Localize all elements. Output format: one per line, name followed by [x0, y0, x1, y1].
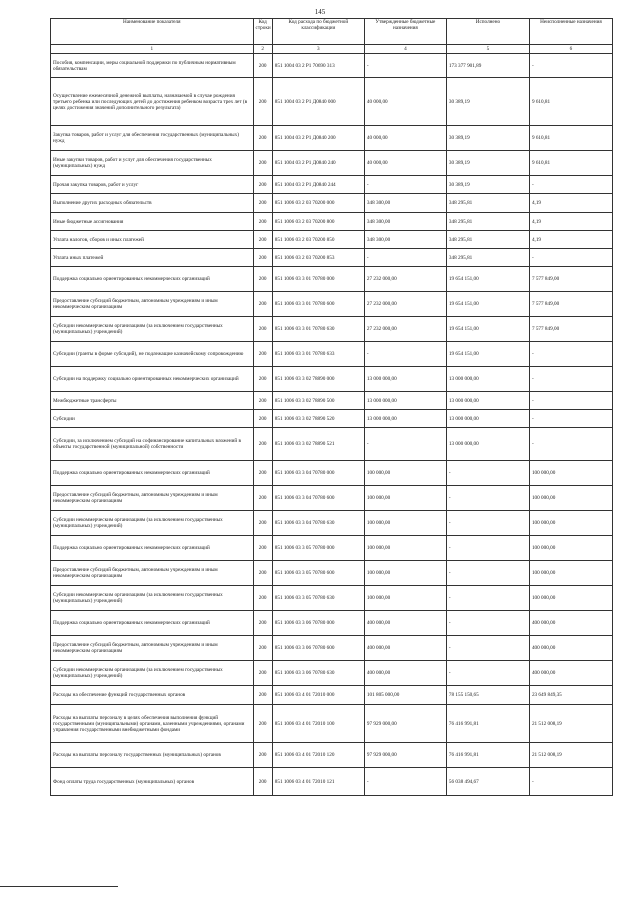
row-unexecuted-cell: 9 610,81	[529, 126, 612, 151]
budget-execution-table	[50, 18, 613, 796]
row-executed-cell: 13 000 000,00	[446, 410, 529, 428]
row-expense-code-cell: 851 1004 03 2 P1 Д0840 000	[272, 78, 364, 126]
table-row	[51, 54, 613, 78]
header-approved: Утвержденные бюджетные назначения	[364, 19, 446, 45]
row-unexecuted-cell: 4,19	[529, 231, 612, 249]
row-expense-code-cell: 851 1004 03 2 P1 Д0840 244	[272, 176, 364, 194]
table-row	[51, 461, 613, 486]
row-name-cell: Иные закупки товаров, работ и услуг для обеспечения государственных (муниципальных) нужд	[51, 151, 254, 176]
row-line-code-cell: 200	[253, 126, 272, 151]
row-approved-cell: 13 000 000,00	[364, 410, 446, 428]
row-line-code-cell: 200	[253, 292, 272, 317]
row-expense-code-cell: 851 1006 03 3 06 70780 000	[272, 611, 364, 636]
row-unexecuted-cell: 9 610,81	[529, 151, 612, 176]
row-unexecuted-cell: 7 577 849,00	[529, 267, 612, 292]
row-name-cell: Субсидии (гранты в форме субсидий), не подлежащие казначейскому сопровождению	[51, 342, 254, 367]
row-line-code-cell: 200	[253, 176, 272, 194]
row-name-cell: Поддержка социально ориентированных некоммерческих организаций	[51, 611, 254, 636]
row-executed-cell: 30 389,19	[446, 126, 529, 151]
row-unexecuted-cell: 4,19	[529, 213, 612, 231]
row-approved-cell: -	[364, 54, 446, 78]
row-approved-cell: -	[364, 176, 446, 194]
row-line-code-cell: 200	[253, 561, 272, 586]
row-expense-code-cell: 851 1006 03 3 01 70780 630	[272, 317, 364, 342]
table-row	[51, 78, 613, 126]
column-number: 3	[272, 45, 364, 54]
row-unexecuted-cell: -	[529, 392, 612, 410]
row-executed-cell: 173 377 901,89	[446, 54, 529, 78]
row-unexecuted-cell: 100 000,00	[529, 561, 612, 586]
row-expense-code-cell: 851 1006 03 3 04 70780 630	[272, 511, 364, 536]
table-row	[51, 511, 613, 536]
row-approved-cell: 97 929 000,00	[364, 743, 446, 768]
row-executed-cell: -	[446, 461, 529, 486]
row-expense-code-cell: 851 1006 03 3 05 70780 000	[272, 536, 364, 561]
row-approved-cell: 100 000,00	[364, 461, 446, 486]
row-line-code-cell: 200	[253, 636, 272, 661]
table-row	[51, 392, 613, 410]
row-unexecuted-cell: -	[529, 768, 612, 796]
column-number-row	[51, 45, 613, 54]
row-approved-cell: 40 000,00	[364, 78, 446, 126]
row-line-code-cell: 200	[253, 486, 272, 511]
table-row	[51, 636, 613, 661]
row-name-cell: Осуществление ежемесячной денежной выплаты, назначаемой в случае рождения третьего ребенка или последующих детей до достижения ребенком возраста трех лет (в целях достижения значений дополнительного результата)	[51, 78, 254, 126]
row-expense-code-cell: 851 1006 03 3 05 70780 630	[272, 586, 364, 611]
row-approved-cell: 27 232 000,00	[364, 267, 446, 292]
row-expense-code-cell: 851 1006 03 4 01 72010 100	[272, 705, 364, 743]
table-body	[51, 54, 613, 796]
row-unexecuted-cell: 23 649 849,35	[529, 686, 612, 705]
row-expense-code-cell: 851 1006 03 3 05 70780 600	[272, 561, 364, 586]
row-approved-cell: 100 000,00	[364, 561, 446, 586]
table-row	[51, 231, 613, 249]
row-executed-cell: 30 389,19	[446, 176, 529, 194]
row-executed-cell: -	[446, 561, 529, 586]
row-name-cell: Расходы на обеспечение функций государственных органов	[51, 686, 254, 705]
row-executed-cell: 76 416 991,81	[446, 743, 529, 768]
row-name-cell: Субсидии некоммерческим организациям (за исключением государственных (муниципальных) учреждений)	[51, 317, 254, 342]
row-line-code-cell: 200	[253, 267, 272, 292]
row-line-code-cell: 200	[253, 151, 272, 176]
table-row	[51, 176, 613, 194]
row-approved-cell: 348 300,00	[364, 194, 446, 213]
table-row	[51, 367, 613, 392]
row-line-code-cell: 200	[253, 768, 272, 796]
row-approved-cell: 400 000,00	[364, 611, 446, 636]
row-executed-cell: 348 295,81	[446, 213, 529, 231]
row-expense-code-cell: 851 1006 03 3 04 70780 000	[272, 461, 364, 486]
row-executed-cell: 13 000 000,00	[446, 367, 529, 392]
table-row	[51, 586, 613, 611]
table-row	[51, 126, 613, 151]
row-name-cell: Поддержка социально ориентированных некоммерческих организаций	[51, 267, 254, 292]
row-approved-cell: 27 232 000,00	[364, 317, 446, 342]
row-approved-cell: 101 805 000,00	[364, 686, 446, 705]
row-unexecuted-cell: 7 577 849,00	[529, 292, 612, 317]
row-line-code-cell: 200	[253, 392, 272, 410]
row-name-cell: Субсидии некоммерческим организациям (за исключением государственных (муниципальных) учреждений)	[51, 661, 254, 686]
row-approved-cell: -	[364, 342, 446, 367]
row-line-code-cell: 200	[253, 249, 272, 267]
row-name-cell: Расходы на выплаты персоналу в целях обеспечения выполнения функций государственными (муниципальными) органами, казенными учреждениями, органами управления государственными внебюджетными фондами	[51, 705, 254, 743]
row-executed-cell: 76 416 991,81	[446, 705, 529, 743]
row-approved-cell: 40 000,00	[364, 126, 446, 151]
column-number: 2	[253, 45, 272, 54]
row-line-code-cell: 200	[253, 54, 272, 78]
row-executed-cell: 13 000 000,00	[446, 428, 529, 461]
table-header-row	[51, 19, 613, 45]
row-unexecuted-cell: 400 000,00	[529, 636, 612, 661]
row-expense-code-cell: 851 1006 03 3 01 70780 600	[272, 292, 364, 317]
row-executed-cell: 30 389,19	[446, 151, 529, 176]
row-executed-cell: 348 295,81	[446, 194, 529, 213]
row-name-cell: Иные бюджетные ассигнования	[51, 213, 254, 231]
table-row	[51, 705, 613, 743]
row-executed-cell: -	[446, 586, 529, 611]
table-row	[51, 342, 613, 367]
row-name-cell: Расходы на выплаты персоналу государственных (муниципальных) органов	[51, 743, 254, 768]
row-name-cell: Субсидии некоммерческим организациям (за исключением государственных (муниципальных) учреждений)	[51, 511, 254, 536]
row-line-code-cell: 200	[253, 342, 272, 367]
row-name-cell: Межбюджетные трансферты	[51, 392, 254, 410]
row-line-code-cell: 200	[253, 705, 272, 743]
table-row	[51, 486, 613, 511]
row-line-code-cell: 200	[253, 317, 272, 342]
row-expense-code-cell: 851 1006 03 3 02 78890 521	[272, 428, 364, 461]
table-row	[51, 743, 613, 768]
table-row	[51, 213, 613, 231]
row-name-cell: Пособия, компенсации, меры социальной поддержки по публичным нормативным обязательствам	[51, 54, 254, 78]
table-row	[51, 611, 613, 636]
column-number: 5	[446, 45, 529, 54]
row-approved-cell: -	[364, 249, 446, 267]
row-line-code-cell: 200	[253, 78, 272, 126]
row-executed-cell: -	[446, 636, 529, 661]
row-expense-code-cell: 851 1006 03 2 03 70200 800	[272, 213, 364, 231]
row-name-cell: Предоставление субсидий бюджетным, автономным учреждениям и иным некоммерческим организациям	[51, 486, 254, 511]
row-line-code-cell: 200	[253, 461, 272, 486]
row-approved-cell: 27 232 000,00	[364, 292, 446, 317]
row-name-cell: Поддержка социально ориентированных некоммерческих организаций	[51, 461, 254, 486]
row-line-code-cell: 200	[253, 743, 272, 768]
row-unexecuted-cell: -	[529, 342, 612, 367]
row-expense-code-cell: 851 1004 03 2 P1 Д0840 200	[272, 126, 364, 151]
table-row	[51, 292, 613, 317]
row-expense-code-cell: 851 1006 03 3 02 78890 000	[272, 367, 364, 392]
row-approved-cell: 348 300,00	[364, 231, 446, 249]
table-row	[51, 686, 613, 705]
row-approved-cell: -	[364, 768, 446, 796]
header-expense-code: Код расхода по бюджетной классификации	[272, 19, 364, 45]
row-name-cell: Предоставление субсидий бюджетным, автономным учреждениям и иным некоммерческим организациям	[51, 561, 254, 586]
row-executed-cell: 19 654 151,00	[446, 292, 529, 317]
row-unexecuted-cell: 4,19	[529, 194, 612, 213]
row-expense-code-cell: 851 1006 03 3 06 70780 630	[272, 661, 364, 686]
row-approved-cell: 100 000,00	[364, 536, 446, 561]
row-executed-cell: -	[446, 661, 529, 686]
row-executed-cell: 78 155 150,65	[446, 686, 529, 705]
row-executed-cell: 348 295,81	[446, 249, 529, 267]
row-line-code-cell: 200	[253, 367, 272, 392]
row-expense-code-cell: 851 1006 03 4 01 72010 000	[272, 686, 364, 705]
row-approved-cell: 348 300,00	[364, 213, 446, 231]
row-expense-code-cell: 851 1004 03 2 P1 70690 313	[272, 54, 364, 78]
row-name-cell: Уплата иных платежей	[51, 249, 254, 267]
row-executed-cell: -	[446, 486, 529, 511]
row-line-code-cell: 200	[253, 231, 272, 249]
row-approved-cell: 400 000,00	[364, 661, 446, 686]
row-executed-cell: 348 295,81	[446, 231, 529, 249]
row-unexecuted-cell: 21 512 008,19	[529, 705, 612, 743]
table-row	[51, 267, 613, 292]
row-expense-code-cell: 851 1006 03 3 01 70780 633	[272, 342, 364, 367]
row-unexecuted-cell: 100 000,00	[529, 511, 612, 536]
row-name-cell: Выполнение других расходных обязательств	[51, 194, 254, 213]
header-executed: Исполнено	[446, 19, 529, 45]
row-expense-code-cell: 851 1006 03 3 06 70780 600	[272, 636, 364, 661]
row-approved-cell: 400 000,00	[364, 636, 446, 661]
row-approved-cell: 100 000,00	[364, 511, 446, 536]
row-unexecuted-cell: -	[529, 410, 612, 428]
row-unexecuted-cell: 7 577 849,00	[529, 317, 612, 342]
row-line-code-cell: 200	[253, 213, 272, 231]
row-name-cell: Субсидии некоммерческим организациям (за исключением государственных (муниципальных) учреждений)	[51, 586, 254, 611]
row-executed-cell: 19 654 151,00	[446, 267, 529, 292]
table-row	[51, 428, 613, 461]
row-line-code-cell: 200	[253, 410, 272, 428]
table-row	[51, 194, 613, 213]
page-number: 145	[314, 8, 326, 16]
row-expense-code-cell: 851 1006 03 4 01 72010 121	[272, 768, 364, 796]
row-approved-cell: 40 000,00	[364, 151, 446, 176]
row-approved-cell: 13 000 000,00	[364, 367, 446, 392]
row-unexecuted-cell: -	[529, 176, 612, 194]
row-approved-cell: 97 929 000,00	[364, 705, 446, 743]
row-expense-code-cell: 851 1006 03 2 03 70200 000	[272, 194, 364, 213]
row-line-code-cell: 200	[253, 661, 272, 686]
row-executed-cell: -	[446, 511, 529, 536]
row-line-code-cell: 200	[253, 536, 272, 561]
row-expense-code-cell: 851 1006 03 2 03 70200 853	[272, 249, 364, 267]
row-unexecuted-cell: -	[529, 249, 612, 267]
row-unexecuted-cell: 400 000,00	[529, 661, 612, 686]
column-number: 1	[51, 45, 254, 54]
row-executed-cell: 56 038 494,67	[446, 768, 529, 796]
table-row	[51, 317, 613, 342]
row-name-cell: Уплата налогов, сборов и иных платежей	[51, 231, 254, 249]
row-executed-cell: 30 389,19	[446, 78, 529, 126]
row-unexecuted-cell: 100 000,00	[529, 536, 612, 561]
header-name: Наименование показателя	[51, 19, 254, 45]
row-expense-code-cell: 851 1004 03 2 P1 Д0840 240	[272, 151, 364, 176]
row-line-code-cell: 200	[253, 611, 272, 636]
row-line-code-cell: 200	[253, 586, 272, 611]
column-number: 4	[364, 45, 446, 54]
row-executed-cell: 19 654 151,00	[446, 317, 529, 342]
row-name-cell: Предоставление субсидий бюджетным, автономным учреждениям и иным некоммерческим организациям	[51, 636, 254, 661]
row-approved-cell: 13 000 000,00	[364, 392, 446, 410]
table-row	[51, 151, 613, 176]
row-expense-code-cell: 851 1006 03 3 04 70780 600	[272, 486, 364, 511]
row-name-cell: Предоставление субсидий бюджетным, автономным учреждениям и иным некоммерческим организациям	[51, 292, 254, 317]
table-row	[51, 410, 613, 428]
footer-divider	[0, 886, 118, 887]
row-name-cell: Фонд оплаты труда государственных (муниципальных) органов	[51, 768, 254, 796]
row-name-cell: Прочая закупка товаров, работ и услуг	[51, 176, 254, 194]
column-number: 6	[529, 45, 612, 54]
row-approved-cell: 100 000,00	[364, 486, 446, 511]
row-unexecuted-cell: 100 000,00	[529, 461, 612, 486]
row-approved-cell: -	[364, 428, 446, 461]
row-name-cell: Поддержка социально ориентированных некоммерческих организаций	[51, 536, 254, 561]
row-unexecuted-cell: 100 000,00	[529, 486, 612, 511]
table-row	[51, 768, 613, 796]
row-executed-cell: 13 000 000,00	[446, 392, 529, 410]
row-unexecuted-cell: 400 000,00	[529, 611, 612, 636]
row-expense-code-cell: 851 1006 03 3 02 78890 500	[272, 392, 364, 410]
row-expense-code-cell: 851 1006 03 3 02 78890 520	[272, 410, 364, 428]
row-name-cell: Субсидии	[51, 410, 254, 428]
table-row	[51, 536, 613, 561]
row-name-cell: Субсидии на поддержку социально ориентированных некоммерческих организаций	[51, 367, 254, 392]
row-unexecuted-cell: -	[529, 54, 612, 78]
table-row	[51, 249, 613, 267]
table-row	[51, 661, 613, 686]
row-executed-cell: -	[446, 611, 529, 636]
row-unexecuted-cell: 21 512 008,19	[529, 743, 612, 768]
row-unexecuted-cell: -	[529, 428, 612, 461]
row-name-cell: Закупка товаров, работ и услуг для обеспечения государственных (муниципальных) нужд	[51, 126, 254, 151]
row-line-code-cell: 200	[253, 194, 272, 213]
header-unexecuted: Неисполненные назначения	[529, 19, 612, 45]
row-executed-cell: 19 654 151,00	[446, 342, 529, 367]
row-executed-cell: -	[446, 536, 529, 561]
row-unexecuted-cell: 100 000,00	[529, 586, 612, 611]
row-expense-code-cell: 851 1006 03 3 01 70780 000	[272, 267, 364, 292]
row-name-cell: Субсидии, за исключением субсидий на софинансирование капитальных вложений в объекты государственной (муниципальной) собственности	[51, 428, 254, 461]
row-line-code-cell: 200	[253, 686, 272, 705]
row-unexecuted-cell: 9 610,81	[529, 78, 612, 126]
row-unexecuted-cell: -	[529, 367, 612, 392]
header-line-code: Код строки	[253, 19, 272, 45]
row-expense-code-cell: 851 1006 03 4 01 72010 120	[272, 743, 364, 768]
row-line-code-cell: 200	[253, 511, 272, 536]
row-line-code-cell: 200	[253, 428, 272, 461]
row-expense-code-cell: 851 1006 03 2 03 70200 850	[272, 231, 364, 249]
table-row	[51, 561, 613, 586]
row-approved-cell: 100 000,00	[364, 586, 446, 611]
